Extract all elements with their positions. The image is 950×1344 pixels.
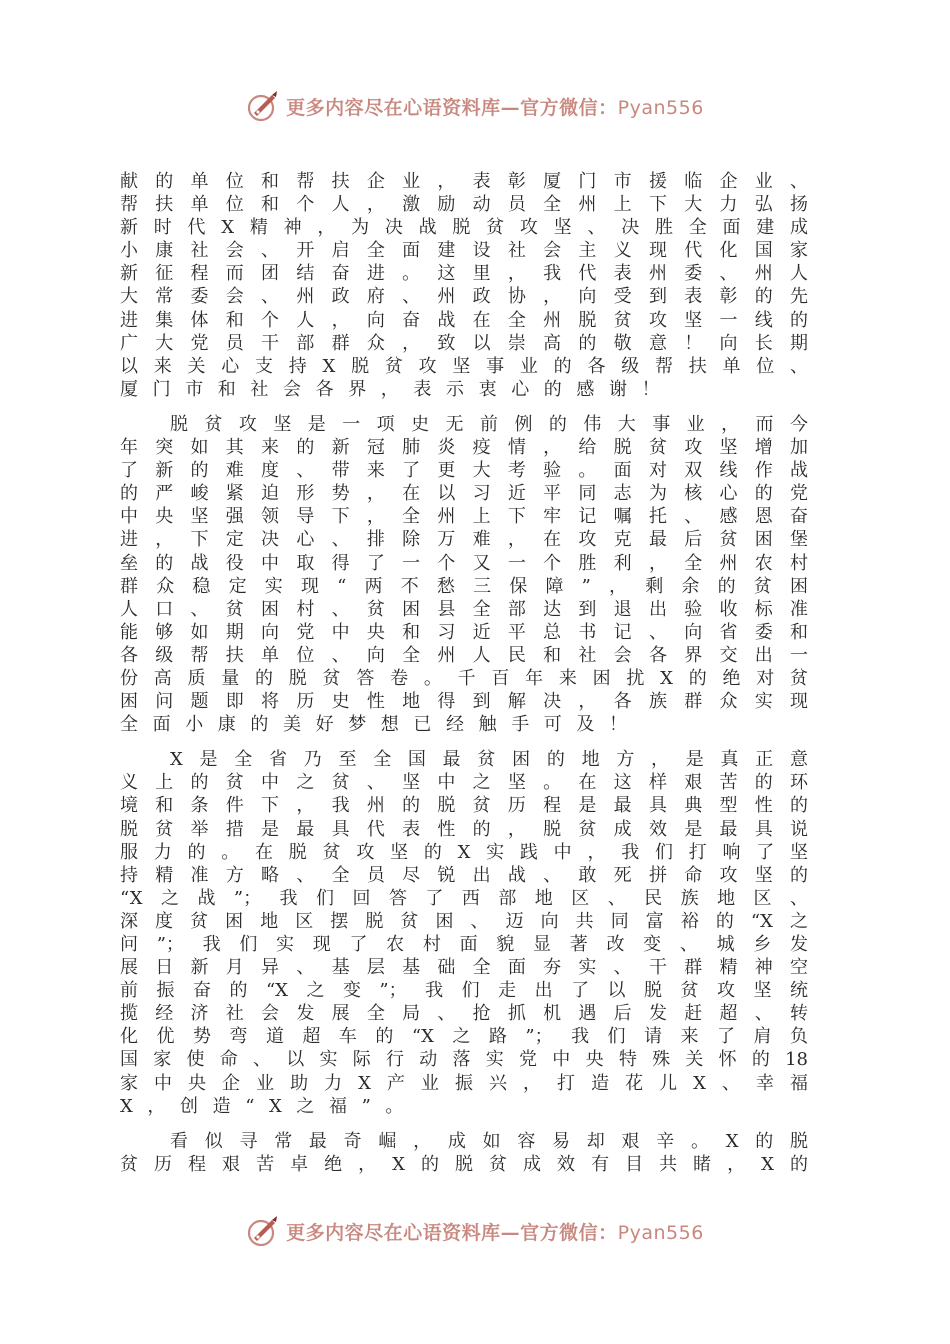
- text-line: 国家使命、以实际行动落实党中央特殊关怀的18: [120, 1049, 808, 1071]
- text-line: 大常委会、州政府、州政协，向受到表彰的先: [120, 286, 808, 308]
- text-line: X，创造“X之福”。: [120, 1095, 419, 1117]
- text-line: 揽经济社会发展全局、抢抓机遇后发赶超、转: [120, 1003, 808, 1025]
- header-banner: [0, 86, 950, 126]
- banner-wechat-id: Pyan556: [617, 96, 704, 119]
- text-line: 帮扶单位和个人，激励动员全州上下大力弘扬: [120, 194, 808, 216]
- text-line: 垒的战役中取得了一个又一个胜利，全州农村: [120, 552, 808, 574]
- text-line: 前振奋的“X之变”；我们走出了以脱贫攻坚统: [120, 980, 808, 1002]
- text-line: 新征程而团结奋进。这里，我代表州委、州人: [120, 263, 808, 285]
- banner-title: 更多内容尽在心语资料库—官方微信：: [286, 96, 618, 119]
- text-line: 境和条件下，我州的脱贫历程是最具典型性的: [120, 795, 808, 817]
- text-line: 全面小康的美好梦想已经触手可及！: [120, 714, 642, 736]
- banner-text: [286, 1218, 704, 1245]
- text-line: 厦门市和社会各界，表示衷心的感谢！: [120, 378, 675, 400]
- text-line: 展日新月异、基层基础全面夯实、干群精神空: [120, 957, 808, 979]
- text-line: 份高质量的脱贫答卷。千百年来困扰X的绝对贫: [120, 667, 808, 689]
- text-line: 人口、贫困村、贫困县全部达到退出验收标准: [120, 598, 808, 620]
- text-line: 服力的。在脱贫攻坚的X实践中，我们打响了坚: [120, 841, 808, 863]
- text-line: 中央坚强领导下，全州上下牢记嘱托、感恩奋: [120, 506, 808, 528]
- document-body: [120, 170, 808, 1188]
- text-line: 群众稳定实现“两不愁三保障”，剩余的贫困: [120, 575, 808, 597]
- text-line: 贫历程艰苦卓绝，X的脱贫成效有目共睹，X的: [120, 1153, 808, 1175]
- text-line: 化优势弯道超车的“X之路”；我们请来了肩负: [120, 1026, 808, 1048]
- text-line: 小康社会、开启全面建设社会主义现代化国家: [120, 240, 808, 262]
- footer-banner: [0, 1211, 950, 1251]
- text-line: 义上的贫中之贫、坚中之坚。在这样艰苦的环: [120, 772, 808, 794]
- text-line: 深度贫困地区摆脱贫困、迈向共同富裕的“X之: [120, 910, 808, 932]
- text-line: 年突如其来的新冠肺炎疫情，给脱贫攻坚增加: [120, 437, 808, 459]
- text-line: 困问题即将历史性地得到解决，各族群众实现: [120, 691, 808, 713]
- quill-logo-icon: [246, 1214, 280, 1248]
- text-line: 广大党员干部群众，致以崇高的敬意！向长期: [120, 332, 808, 354]
- quill-logo-icon: [246, 89, 280, 123]
- text-line: X是全省乃至全国最贫困的地方，是真正意: [170, 749, 808, 771]
- text-line: 献的单位和帮扶企业，表彰厦门市援临企业、: [120, 171, 808, 192]
- text-line: 的严峻紧迫形势，在以习近平同志为核心的党: [120, 483, 808, 505]
- text-line: 各级帮扶单位、向全州人民和社会各界交出一: [120, 644, 808, 666]
- text-line: 进，下定决心、排除万难，在攻克最后贫困堡: [120, 529, 808, 551]
- text-line: 新时代X精神，为决战脱贫攻坚、决胜全面建成: [120, 217, 808, 239]
- text-line: 进集体和个人，向奋战在全州脱贫攻坚一线的: [120, 309, 808, 331]
- banner-title: 更多内容尽在心语资料库—官方微信：: [286, 1221, 618, 1244]
- paragraph-1: [120, 170, 808, 401]
- text-line: 以来关心支持X脱贫攻坚事业的各级帮扶单位、: [120, 355, 808, 377]
- text-line: 看似寻常最奇崛，成如容易却艰辛。X的脱: [170, 1130, 808, 1152]
- text-line: 脱贫攻坚是一项史无前例的伟大事业，而今: [170, 413, 808, 435]
- text-line: 家中央企业助力X产业振兴，打造花儿X、幸福: [120, 1072, 808, 1094]
- text-line: 能够如期向党中央和习近平总书记、向省委和: [120, 621, 808, 643]
- paragraph-3: [120, 748, 808, 1118]
- text-line: 持精准方略、全员尽锐出战、敢死拼命攻坚的: [120, 864, 808, 886]
- banner-text: [286, 93, 704, 120]
- text-line: 问”；我们实现了农村面貌显著改变、城乡发: [120, 934, 808, 955]
- paragraph-4: [120, 1130, 808, 1176]
- text-line: 脱贫举措是最具代表性的，脱贫成效是最具说: [120, 818, 808, 840]
- paragraph-2: [120, 413, 808, 736]
- text-line: “X之战”；我们回答了西部地区、民族地区、: [120, 887, 808, 909]
- banner-wechat-id: Pyan556: [617, 1221, 704, 1244]
- text-line: 了新的难度、带来了更大考验。面对双线作战: [120, 460, 808, 482]
